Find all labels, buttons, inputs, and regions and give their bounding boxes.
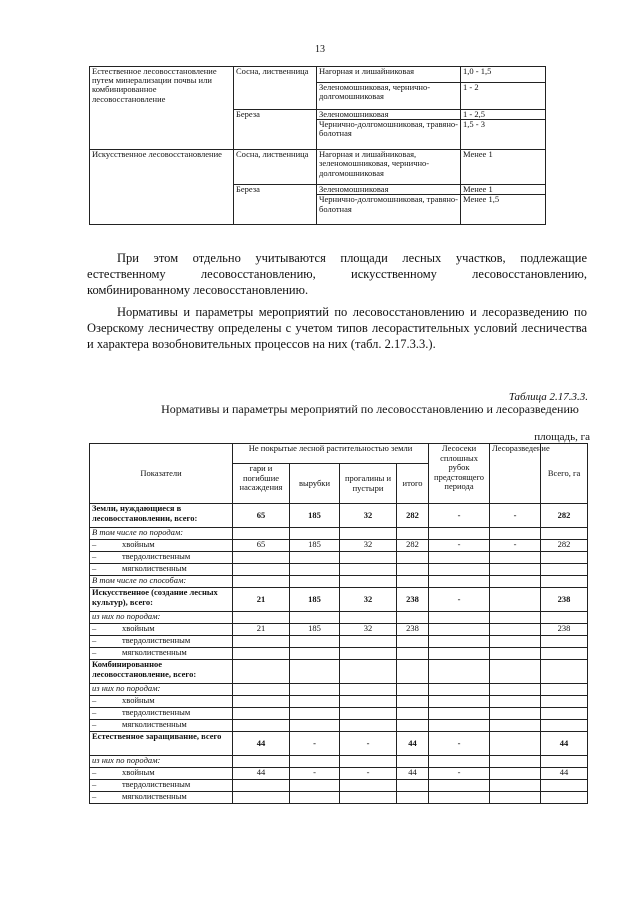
value-cell	[490, 732, 541, 756]
value-cell: 65	[233, 504, 290, 528]
value-cell	[290, 780, 340, 792]
row-dash: –	[92, 707, 97, 717]
table-row	[90, 504, 588, 528]
header-clearings: вырубки	[290, 464, 340, 504]
row-label-text: твердолиственным	[122, 551, 191, 561]
table-row	[90, 576, 588, 588]
value-cell	[233, 636, 290, 648]
value-cell	[490, 708, 541, 720]
value-cell	[233, 780, 290, 792]
row-label	[90, 636, 233, 648]
value-cell: 1 - 2,5	[461, 110, 546, 120]
table-number: Таблица 2.17.3.3.	[508, 391, 588, 403]
value-cell: -	[429, 768, 490, 780]
row-label	[90, 540, 233, 552]
value-cell	[290, 648, 340, 660]
row-label: из них по породам:	[90, 756, 233, 768]
value-cell	[429, 576, 490, 588]
value-cell	[290, 636, 340, 648]
table-row	[90, 648, 588, 660]
species-cell: Береза	[234, 185, 317, 225]
value-cell	[541, 528, 588, 540]
header-indicators: Показатели	[90, 444, 233, 504]
forest-type-cell: Чернично-долгомошниковая, травяно-болотная	[317, 120, 461, 150]
row-label	[90, 768, 233, 780]
row-dash: –	[92, 563, 97, 573]
value-cell: -	[340, 768, 397, 780]
value-cell	[490, 552, 541, 564]
value-cell: 44	[541, 732, 588, 756]
table-row	[90, 528, 588, 540]
value-cell: 32	[340, 504, 397, 528]
page-number: 13	[315, 44, 325, 55]
value-cell: 44	[541, 768, 588, 780]
table-row	[90, 684, 588, 696]
row-label	[90, 708, 233, 720]
value-cell	[290, 792, 340, 804]
table-title: Нормативы и параметры мероприятий по лесовосстановлению и лесоразведению	[161, 402, 579, 416]
value-cell	[397, 720, 429, 732]
header-afforestation: Лесоразведение	[490, 444, 541, 504]
value-cell: 44	[397, 768, 429, 780]
row-label: Комбинированное лесовосстановление, всего:	[90, 660, 233, 684]
value-cell	[490, 612, 541, 624]
row-label: Искусственное (создание лесных культур), всего:	[90, 588, 233, 612]
value-cell	[541, 636, 588, 648]
value-cell	[541, 720, 588, 732]
value-cell: 238	[541, 624, 588, 636]
value-cell	[340, 720, 397, 732]
value-cell	[233, 660, 290, 684]
value-cell	[541, 708, 588, 720]
value-cell: 44	[397, 732, 429, 756]
paragraph-norms-description: Нормативы и параметры мероприятий по лесовосстановлению и лесоразведению по Озерскому лесничеству определены с учетом типов лесорастительных условий лесничества и характера возобновительных процессов на них (табл. 2.17.3.3.).	[87, 305, 587, 351]
value-cell	[490, 756, 541, 768]
row-label	[90, 624, 233, 636]
value-cell	[290, 612, 340, 624]
value-cell	[397, 528, 429, 540]
value-cell	[429, 696, 490, 708]
value-cell	[233, 684, 290, 696]
row-dash: –	[92, 623, 97, 633]
value-cell	[541, 648, 588, 660]
value-cell: Менее 1	[461, 185, 546, 195]
value-cell: -	[429, 588, 490, 612]
value-cell	[340, 792, 397, 804]
value-cell	[233, 696, 290, 708]
value-cell	[397, 636, 429, 648]
value-cell	[541, 612, 588, 624]
value-cell: 185	[290, 504, 340, 528]
forest-type-cell: Зеленомошниковая	[317, 110, 461, 120]
header-glades: прогалины и пустыри	[340, 464, 397, 504]
value-cell	[340, 660, 397, 684]
value-cell	[290, 696, 340, 708]
row-label-text: хвойным	[122, 623, 155, 633]
value-cell: 282	[541, 540, 588, 552]
value-cell	[490, 696, 541, 708]
table-row	[90, 756, 588, 768]
value-cell	[541, 792, 588, 804]
row-label-text: мягколиственным	[122, 719, 187, 729]
paragraph-separate-accounting: При этом отдельно учитываются площади лесных участков, подлежащие естественному лесовосстановлению, искусственному лесовосстановлению, комбинированному лесовосстановлению.	[87, 251, 587, 297]
row-label: В том числе по породам:	[90, 528, 233, 540]
value-cell	[290, 660, 340, 684]
value-cell	[490, 636, 541, 648]
row-dash: –	[92, 719, 97, 729]
value-cell	[233, 720, 290, 732]
row-dash: –	[92, 551, 97, 561]
value-cell: 21	[233, 588, 290, 612]
value-cell	[290, 552, 340, 564]
row-label	[90, 696, 233, 708]
value-cell	[397, 564, 429, 576]
value-cell	[541, 756, 588, 768]
value-cell	[397, 708, 429, 720]
value-cell	[541, 660, 588, 684]
method-cell: Естественное лесовосстановление путем минерализации почвы или комбинированное лесовосстановление	[90, 67, 234, 150]
value-cell	[541, 696, 588, 708]
value-cell	[490, 780, 541, 792]
table-row	[90, 660, 588, 684]
value-cell	[397, 576, 429, 588]
value-cell: -	[429, 504, 490, 528]
value-cell	[541, 684, 588, 696]
value-cell	[490, 564, 541, 576]
header-grand-total: Всего, га	[541, 444, 588, 504]
value-cell: -	[490, 540, 541, 552]
value-cell	[233, 648, 290, 660]
row-label-text: мягколиственным	[122, 647, 187, 657]
value-cell	[340, 576, 397, 588]
value-cell	[340, 612, 397, 624]
value-cell	[290, 684, 340, 696]
row-label: В том числе по способам:	[90, 576, 233, 588]
value-cell	[490, 660, 541, 684]
row-label-text: хвойным	[122, 695, 155, 705]
value-cell	[340, 564, 397, 576]
value-cell: 1 - 2	[461, 83, 546, 110]
table-row	[90, 540, 588, 552]
value-cell	[340, 780, 397, 792]
header-burned: гари и погибшие насаждения	[233, 464, 290, 504]
value-cell	[397, 684, 429, 696]
value-cell: 282	[541, 504, 588, 528]
value-cell	[340, 756, 397, 768]
row-label-text: твердолиственным	[122, 707, 191, 717]
row-label	[90, 780, 233, 792]
method-cell: Искусственное лесовосстановление	[90, 150, 234, 225]
row-label: из них по породам:	[90, 612, 233, 624]
value-cell: 44	[233, 732, 290, 756]
value-cell	[429, 636, 490, 648]
value-cell: 185	[290, 540, 340, 552]
value-cell	[233, 708, 290, 720]
value-cell: Менее 1,5	[461, 195, 546, 225]
table-row	[90, 720, 588, 732]
forest-type-cell: Чернично-долгомошниковая, травяно-болотная	[317, 195, 461, 225]
row-label-text: твердолиственным	[122, 635, 191, 645]
value-cell	[429, 708, 490, 720]
header-total: итого	[397, 464, 429, 504]
row-dash: –	[92, 647, 97, 657]
value-cell	[397, 612, 429, 624]
row-label: из них по породам:	[90, 684, 233, 696]
value-cell: 32	[340, 588, 397, 612]
value-cell	[490, 624, 541, 636]
value-cell: 65	[233, 540, 290, 552]
unit-label: площадь, га	[534, 431, 590, 443]
row-dash: –	[92, 791, 97, 801]
table-row	[90, 612, 588, 624]
value-cell	[541, 552, 588, 564]
value-cell	[290, 528, 340, 540]
value-cell	[490, 720, 541, 732]
value-cell	[541, 780, 588, 792]
header-cutting-areas: Лесосеки сплошных рубок предстоящего периода	[429, 444, 490, 504]
table-row	[90, 564, 588, 576]
value-cell	[429, 756, 490, 768]
header-row	[90, 444, 588, 464]
value-cell	[233, 564, 290, 576]
value-cell: -	[340, 732, 397, 756]
value-cell	[429, 792, 490, 804]
value-cell: 282	[397, 504, 429, 528]
value-cell: -	[429, 732, 490, 756]
forest-type-cell: Зеленомошниковая, чернично-долгомошниковая	[317, 83, 461, 110]
value-cell: 185	[290, 588, 340, 612]
value-cell	[233, 756, 290, 768]
row-label	[90, 720, 233, 732]
value-cell	[233, 576, 290, 588]
row-label-text: хвойным	[122, 539, 155, 549]
value-cell: 44	[233, 768, 290, 780]
value-cell: -	[290, 732, 340, 756]
value-cell	[397, 780, 429, 792]
value-cell: 238	[397, 624, 429, 636]
value-cell	[340, 708, 397, 720]
table-body	[90, 504, 588, 804]
value-cell: 238	[541, 588, 588, 612]
forest-restoration-table	[89, 443, 588, 804]
value-cell: 32	[340, 624, 397, 636]
value-cell	[397, 756, 429, 768]
value-cell	[490, 588, 541, 612]
value-cell	[490, 576, 541, 588]
table-row	[90, 708, 588, 720]
value-cell	[340, 648, 397, 660]
value-cell	[397, 660, 429, 684]
value-cell: -	[429, 540, 490, 552]
value-cell	[429, 612, 490, 624]
row-label: Естественное заращивание, всего	[90, 732, 233, 756]
value-cell: -	[490, 504, 541, 528]
value-cell	[429, 528, 490, 540]
table-row	[90, 768, 588, 780]
table-row	[90, 588, 588, 612]
value-cell	[340, 684, 397, 696]
table-row	[90, 636, 588, 648]
value-cell	[397, 696, 429, 708]
table-row	[90, 792, 588, 804]
row-dash: –	[92, 767, 97, 777]
forest-type-cell: Нагорная и лишайниковая	[317, 67, 461, 83]
row-label-text: хвойным	[122, 767, 155, 777]
value-cell	[290, 576, 340, 588]
value-cell	[290, 708, 340, 720]
value-cell	[290, 720, 340, 732]
value-cell: 282	[397, 540, 429, 552]
value-cell	[490, 684, 541, 696]
table-row	[90, 624, 588, 636]
value-cell	[290, 756, 340, 768]
value-cell	[490, 528, 541, 540]
value-cell: -	[290, 768, 340, 780]
value-cell	[233, 552, 290, 564]
value-cell	[429, 648, 490, 660]
row-label	[90, 552, 233, 564]
regeneration-norms-table	[89, 66, 546, 225]
species-cell: Сосна, лиственница	[234, 67, 317, 110]
table-row	[90, 150, 546, 185]
row-label	[90, 648, 233, 660]
forest-type-cell: Зеленомошниковая	[317, 185, 461, 195]
value-cell	[429, 564, 490, 576]
row-label	[90, 792, 233, 804]
species-cell: Сосна, лиственница	[234, 150, 317, 185]
value-cell	[429, 684, 490, 696]
value-cell: 21	[233, 624, 290, 636]
value-cell: 1,5 - 3	[461, 120, 546, 150]
value-cell	[397, 648, 429, 660]
value-cell	[340, 636, 397, 648]
row-label-text: мягколиственным	[122, 791, 187, 801]
table-row	[90, 552, 588, 564]
value-cell	[429, 624, 490, 636]
value-cell	[429, 780, 490, 792]
value-cell	[233, 528, 290, 540]
value-cell	[233, 612, 290, 624]
value-cell	[429, 660, 490, 684]
value-cell	[290, 564, 340, 576]
value-cell	[233, 792, 290, 804]
value-cell	[490, 792, 541, 804]
value-cell: 238	[397, 588, 429, 612]
table-row	[90, 67, 546, 83]
value-cell	[340, 552, 397, 564]
row-dash: –	[92, 695, 97, 705]
value-cell: 1,0 - 1,5	[461, 67, 546, 83]
value-cell	[397, 552, 429, 564]
table-row	[90, 696, 588, 708]
value-cell	[340, 696, 397, 708]
value-cell: Менее 1	[461, 150, 546, 185]
value-cell	[340, 528, 397, 540]
row-label-text: твердолиственным	[122, 779, 191, 789]
header-not-covered: Не покрытые лесной растительностью земли	[233, 444, 429, 464]
value-cell: 185	[290, 624, 340, 636]
table-row	[90, 780, 588, 792]
value-cell	[541, 564, 588, 576]
table-row	[90, 732, 588, 756]
forest-type-cell: Нагорная и лишайниковая, зеленомошниковая, чернично-долгомошниковая	[317, 150, 461, 185]
value-cell	[429, 552, 490, 564]
row-dash: –	[92, 635, 97, 645]
row-dash: –	[92, 539, 97, 549]
row-label-text: мягколиственным	[122, 563, 187, 573]
value-cell	[429, 720, 490, 732]
species-cell: Береза	[234, 110, 317, 150]
value-cell	[397, 792, 429, 804]
value-cell: 32	[340, 540, 397, 552]
row-label: Земли, нуждающиеся в лесовосстановлении, всего:	[90, 504, 233, 528]
row-label	[90, 564, 233, 576]
value-cell	[490, 648, 541, 660]
value-cell	[490, 768, 541, 780]
value-cell	[541, 576, 588, 588]
row-dash: –	[92, 779, 97, 789]
